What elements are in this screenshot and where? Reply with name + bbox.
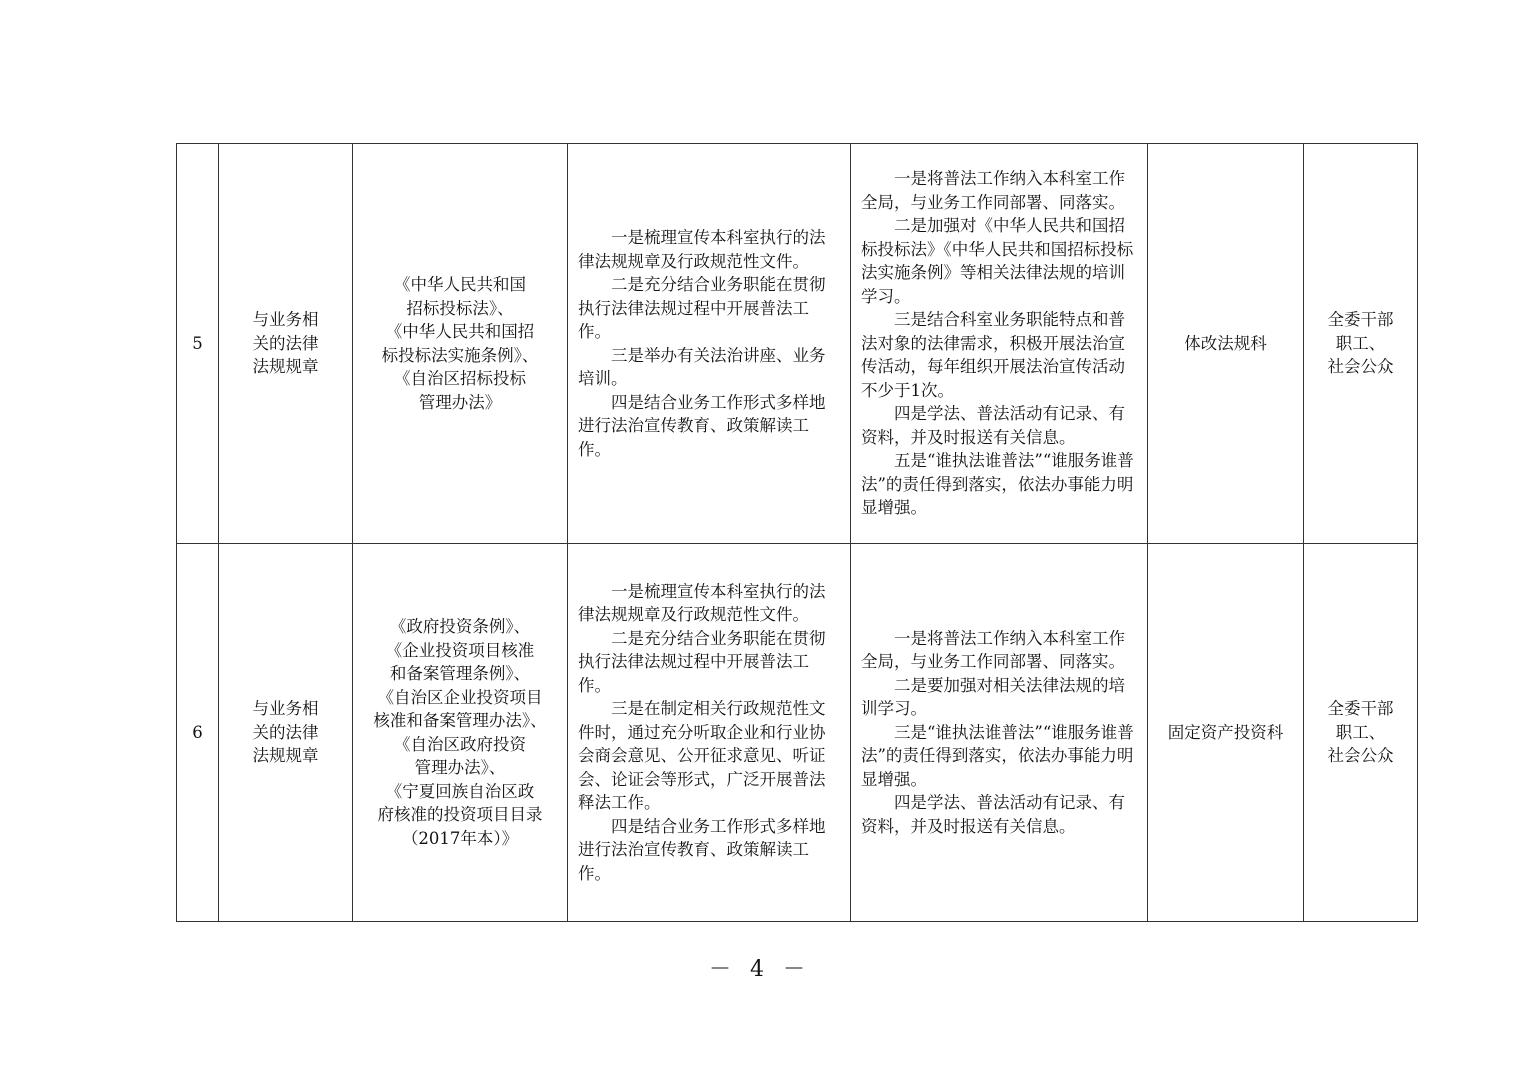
method-paragraph: 三是举办有关法治讲座、业务培训。 (578, 345, 826, 388)
target-line: 全委干部 (1327, 699, 1394, 719)
methods-cell (568, 544, 851, 922)
law-line: 府核准的投资项目目录 (377, 805, 543, 824)
law-line: 标投标法实施条例》、 (381, 345, 539, 365)
method-paragraph: 三是在制定相关行政规范性文件时，通过充分听取企业和行业协会商会意见、公开征求意见、听证会、论证会等形式，广泛开展普法释法工作。 (578, 699, 826, 813)
law-line: （2017年本）》 (401, 828, 519, 848)
method-paragraph: 四是结合业务工作形式多样地进行法治宣传教育、政策解读工作。 (578, 816, 826, 883)
target-line: 职工、 (1335, 333, 1386, 353)
requirement-paragraph: 一是将普法工作纳入本科室工作全局，与业务工作同部署、同落实。 (861, 169, 1125, 212)
requirement-paragraph: 二是加强对《中华人民共和国招标投标法》《中华人民共和国招标投标法实施条例》等相关法律法规的培训学习。 (861, 216, 1134, 306)
row-number: 6 (177, 544, 219, 922)
law-line: 《自治区企业投资项目 (377, 687, 543, 707)
category-line: 法规规章 (252, 746, 319, 766)
category-line: 关的法律 (252, 333, 319, 353)
method-paragraph: 二是充分结合业务职能在贯彻执行法律法规过程中开展普法工作。 (578, 628, 826, 695)
methods-cell (568, 144, 851, 544)
requirement-paragraph: 一是将普法工作纳入本科室工作全局，与业务工作同部署、同落实。 (861, 628, 1125, 672)
category-line: 与业务相 (252, 310, 319, 330)
law-line: 管理办法》、 (414, 758, 506, 777)
category-cell (219, 144, 353, 544)
table-row (177, 144, 1418, 544)
laws-cell (353, 144, 568, 544)
law-line: 《宁夏回族自治区政 (385, 781, 535, 801)
law-line: 管理办法》 (418, 392, 502, 412)
method-paragraph: 四是结合业务工作形式多样地进行法治宣传教育、政策解读工作。 (578, 392, 826, 459)
requirements-cell (851, 144, 1148, 544)
law-line: 《中华人民共和国招 (385, 322, 535, 341)
law-line: 《自治区招标投标 (394, 369, 526, 388)
requirement-paragraph: 三是“谁执法谁普法”“谁服务谁普法”的责任得到落实，依法办事能力明显增强。 (861, 722, 1134, 789)
law-line: 核准和备案管理办法》、 (373, 711, 547, 730)
method-paragraph: 一是梳理宣传本科室执行的法律法规规章及行政规范性文件。 (578, 228, 826, 271)
law-line: 《政府投资条例》、 (389, 617, 531, 636)
category-line: 法规规章 (252, 357, 319, 377)
requirement-paragraph: 三是结合科室业务职能特点和普法对象的法律需求，积极开展法治宣传活动，每年组织开展法治宣传活动不少于1次。 (861, 310, 1125, 400)
table-row (177, 544, 1418, 922)
law-line: 招标投标法》、 (406, 298, 514, 318)
law-line: 《自治区政府投资 (394, 734, 526, 754)
category-cell (219, 544, 353, 922)
requirements-cell (851, 544, 1148, 922)
requirement-paragraph: 四是学法、普法活动有记录、有资料，并及时报送有关信息。 (861, 793, 1125, 836)
responsibility-table (176, 143, 1418, 922)
requirement-paragraph: 四是学法、普法活动有记录、有资料，并及时报送有关信息。 (861, 404, 1125, 447)
law-line: 《企业投资项目核准 (385, 640, 535, 660)
law-line: 《中华人民共和国 (394, 275, 526, 294)
target-cell (1304, 144, 1418, 544)
requirement-paragraph: 五是“谁执法谁普法”“谁服务谁普法”的责任得到落实，依法办事能力明显增强。 (861, 451, 1134, 518)
laws-cell (353, 544, 568, 922)
law-line: 和备案管理条例》、 (389, 664, 531, 683)
target-cell (1304, 544, 1418, 922)
page-number: － 4 － (709, 957, 811, 982)
category-line: 与业务相 (252, 699, 319, 719)
target-line: 全委干部 (1327, 310, 1394, 330)
row-number: 5 (177, 144, 219, 544)
method-paragraph: 一是梳理宣传本科室执行的法律法规规章及行政规范性文件。 (578, 581, 826, 625)
department-cell: 固定资产投资科 (1148, 544, 1304, 922)
target-line: 社会公众 (1327, 357, 1394, 377)
method-paragraph: 二是充分结合业务职能在贯彻执行法律法规过程中开展普法工作。 (578, 275, 826, 341)
target-line: 社会公众 (1327, 746, 1394, 766)
category-line: 关的法律 (252, 722, 319, 742)
department-cell: 体改法规科 (1148, 144, 1304, 544)
requirement-paragraph: 二是要加强对相关法律法规的培训学习。 (861, 675, 1125, 719)
target-line: 职工、 (1335, 722, 1386, 742)
